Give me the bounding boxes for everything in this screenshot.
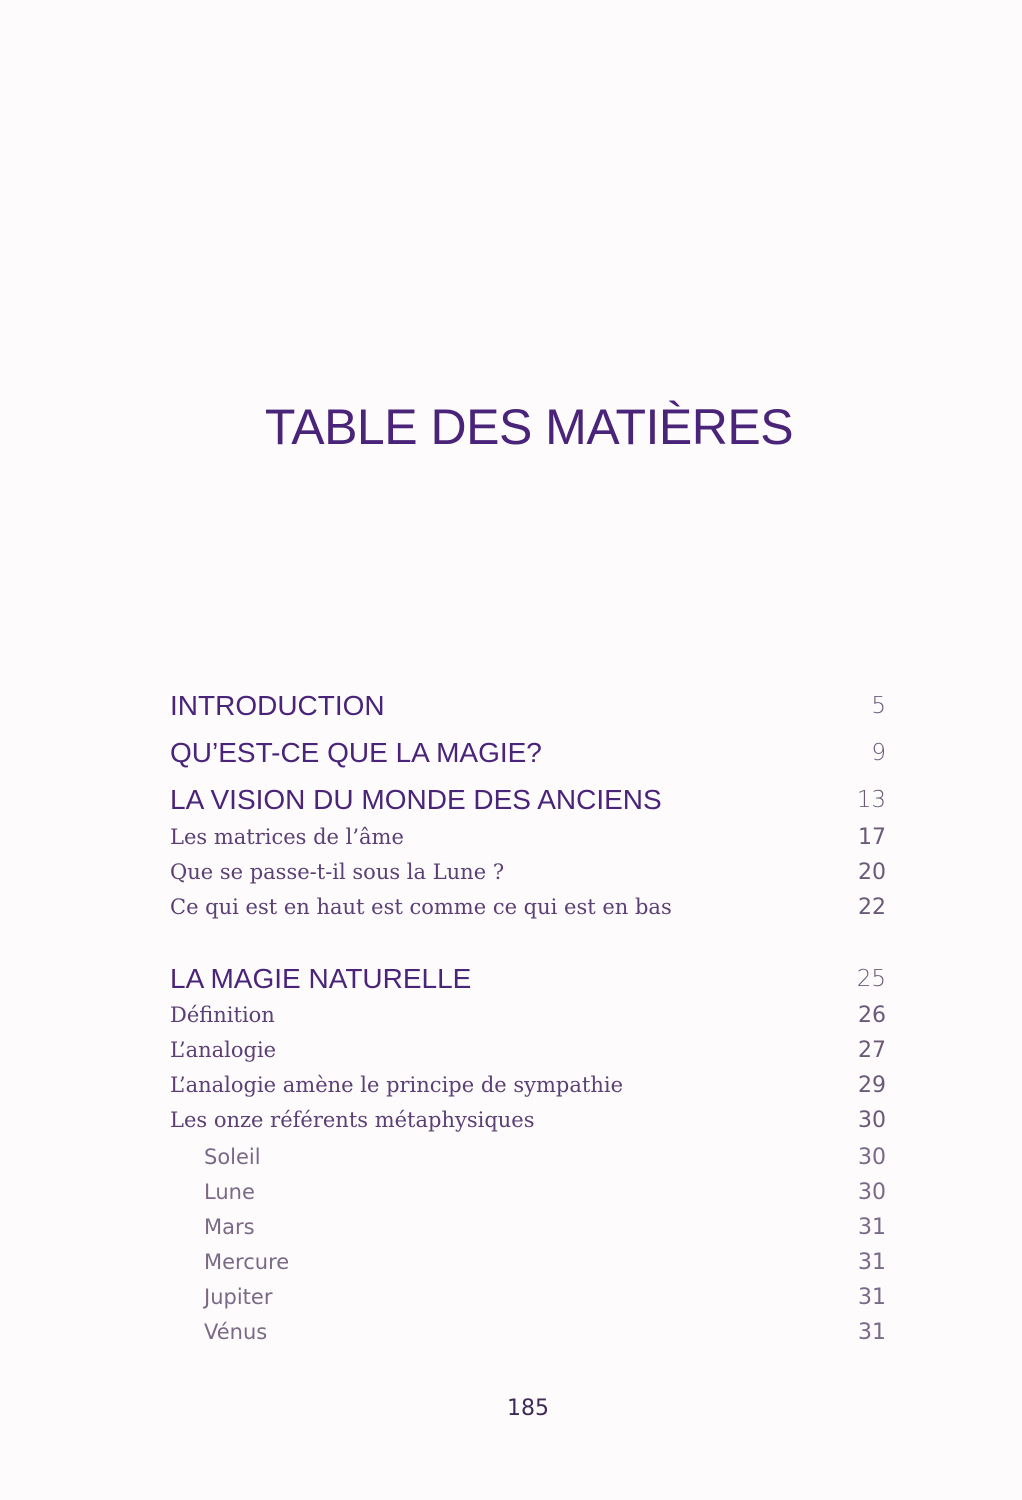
toc-entry-page: 30 <box>858 1108 886 1133</box>
toc-entry-label: Vénus <box>204 1320 268 1344</box>
toc-entry-mars[interactable] <box>170 1215 886 1249</box>
toc-entry-page: 25 <box>856 966 886 992</box>
toc-entry-page: 17 <box>858 825 886 850</box>
toc-entry-label: Mercure <box>204 1250 290 1274</box>
toc-entry-page: 20 <box>858 860 886 885</box>
toc-entry-page: 31 <box>858 1215 886 1240</box>
toc-entry-page: 31 <box>858 1320 886 1345</box>
toc-entry-la-vision-du-monde[interactable] <box>170 784 886 818</box>
toc-entry-label: L’analogie <box>170 1038 277 1062</box>
toc-entry-en-haut-en-bas[interactable] <box>170 895 886 929</box>
toc-entry-page: 27 <box>858 1038 886 1063</box>
toc-entry-definition[interactable] <box>170 1003 886 1037</box>
toc-entry-introduction[interactable] <box>170 690 886 724</box>
toc-entry-page: 31 <box>858 1285 886 1310</box>
toc-entry-page: 26 <box>858 1003 886 1028</box>
toc-entry-label: INTRODUCTION <box>170 690 385 721</box>
toc-entry-page: 30 <box>858 1145 886 1170</box>
toc-entry-label: LA VISION DU MONDE DES ANCIENS <box>170 784 662 815</box>
toc-entry-page: 31 <box>858 1250 886 1275</box>
toc-entry-page: 13 <box>856 787 886 813</box>
toc-entry-lanalogie[interactable] <box>170 1038 886 1072</box>
toc-entry-mercure[interactable] <box>170 1250 886 1284</box>
toc-entry-principe-de-sympathie[interactable] <box>170 1073 886 1107</box>
toc-entry-venus[interactable] <box>170 1320 886 1354</box>
toc-entry-la-magie-naturelle[interactable] <box>170 963 886 997</box>
toc-entry-label: Les matrices de l’âme <box>170 825 404 849</box>
toc-entry-jupiter[interactable] <box>170 1285 886 1319</box>
toc-entry-les-matrices[interactable] <box>170 825 886 859</box>
page-title: TABLE DES MATIÈRES <box>264 399 794 455</box>
toc-entry-label: Lune <box>204 1180 255 1204</box>
toc-entry-soleil[interactable] <box>170 1145 886 1179</box>
toc-entry-label: QU’EST-CE QUE LA MAGIE? <box>170 737 542 768</box>
toc-entry-sous-la-lune[interactable] <box>170 860 886 894</box>
toc-entry-page: 9 <box>871 740 886 766</box>
toc-entry-label: Ce qui est en haut est comme ce qui est en bas <box>170 895 672 919</box>
page-number: 185 <box>507 1396 549 1421</box>
toc-entry-label: Définition <box>170 1003 275 1027</box>
toc-entry-label: Mars <box>204 1215 255 1239</box>
toc-entry-onze-referents[interactable] <box>170 1108 886 1142</box>
toc-entry-label: Les onze référents métaphysiques <box>170 1108 535 1132</box>
toc-entry-label: L’analogie amène le principe de sympathie <box>170 1073 623 1097</box>
toc-entry-label: Que se passe-t-il sous la Lune ? <box>170 860 505 884</box>
toc-entry-page: 22 <box>858 895 886 920</box>
toc-entry-label: LA MAGIE NATURELLE <box>170 963 472 994</box>
toc-entry-lune[interactable] <box>170 1180 886 1214</box>
toc-entry-label: Soleil <box>204 1145 261 1169</box>
toc-entry-page: 30 <box>858 1180 886 1205</box>
toc-entry-page: 5 <box>871 693 886 719</box>
toc-entry-page: 29 <box>858 1073 886 1098</box>
toc-entry-label: Jupiter <box>204 1285 273 1309</box>
toc-entry-quest-ce-que-la-magie[interactable] <box>170 737 886 771</box>
